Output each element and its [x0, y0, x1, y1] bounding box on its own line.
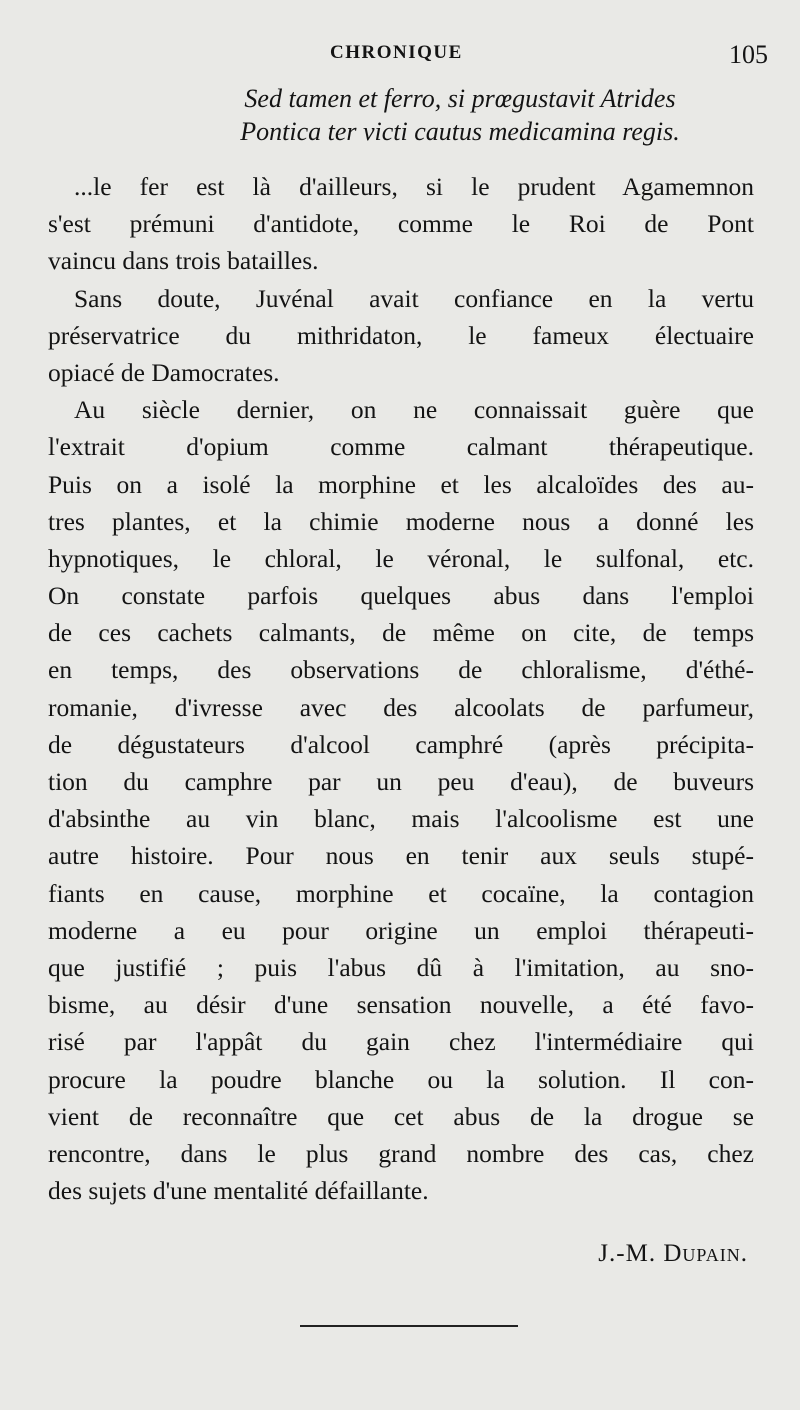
text-line: Sans doute, Juvénal avait confiance en la vertu	[74, 283, 754, 313]
author-initials: J.-M.	[598, 1240, 664, 1267]
text-line: tres plantes, et la chimie moderne nous a donné les	[48, 506, 754, 536]
author-surname: Dupain.	[663, 1240, 748, 1267]
text-line: autre histoire. Pour nous en tenir aux seuls stupé-	[48, 841, 754, 871]
text-line: l'extrait d'opium comme calmant thérapeutique.	[48, 432, 754, 462]
text-line: romanie, d'ivresse avec des alcoolats de parfumeur,	[48, 692, 754, 722]
text-line: On constate parfois quelques abus dans l'emploi	[48, 581, 754, 611]
text-line: des sujets d'une mentalité défaillante.	[48, 1176, 429, 1206]
text-line: moderne a eu pour origine un emploi thérapeuti-	[48, 915, 754, 945]
text-line: que justifié ; puis l'abus dû à l'imitation, au sno-	[48, 952, 754, 982]
running-head	[0, 40, 800, 72]
text-line: fiants en cause, morphine et cocaïne, la contagion	[48, 878, 754, 908]
epigraph	[140, 82, 780, 148]
text-line: risé par l'appât du gain chez l'intermédiaire qui	[48, 1027, 754, 1057]
text-line: vaincu dans trois batailles.	[48, 246, 319, 276]
text-line: d'absinthe au vin blanc, mais l'alcoolisme est une	[48, 804, 754, 834]
text-line: Au siècle dernier, on ne connaissait guère que	[74, 395, 754, 425]
author-signature	[598, 1240, 748, 1268]
text-line: préservatrice du mithridaton, le fameux électuaire	[48, 320, 754, 350]
text-line: tion du camphre par un peu d'eau), de buveurs	[48, 767, 754, 796]
text-line: bisme, au désir d'une sensation nouvelle, a été favo-	[48, 990, 754, 1020]
epigraph-line: Sed tamen et ferro, si prœgustavit Atrides	[244, 84, 676, 113]
body-text	[48, 168, 754, 1209]
text-line: rencontre, dans le plus grand nombre des cas, chez	[48, 1138, 754, 1168]
text-line: en temps, des observations de chloralisme, d'éthé-	[48, 655, 754, 685]
paragraph	[48, 168, 754, 280]
paragraph	[48, 391, 754, 1209]
text-line: s'est prémuni d'antidote, comme le Roi de Pont	[48, 209, 754, 239]
text-line: de ces cachets calmants, de même on cite, de temps	[48, 618, 754, 648]
text-line: Puis on a isolé la morphine et les alcaloïdes des au-	[48, 469, 754, 499]
text-line: opiacé de Damocrates.	[48, 357, 280, 387]
epigraph-line: Pontica ter victi cautus medicamina regis.	[240, 117, 680, 146]
text-line: vient de reconnaître que cet abus de la drogue se	[48, 1101, 754, 1131]
text-line: ...le fer est là d'ailleurs, si le prudent Agamemnon	[74, 172, 754, 201]
page-number: 105	[729, 40, 768, 69]
text-line: de dégustateurs d'alcool camphré (après précipita-	[48, 729, 754, 759]
text-line: procure la poudre blanche ou la solution. Il con-	[48, 1064, 754, 1094]
text-line: hypnotiques, le chloral, le véronal, le sulfonal, etc.	[48, 543, 754, 573]
closing-rule	[300, 1325, 518, 1327]
running-title: CHRONIQUE	[330, 42, 463, 63]
paragraph	[48, 280, 754, 392]
